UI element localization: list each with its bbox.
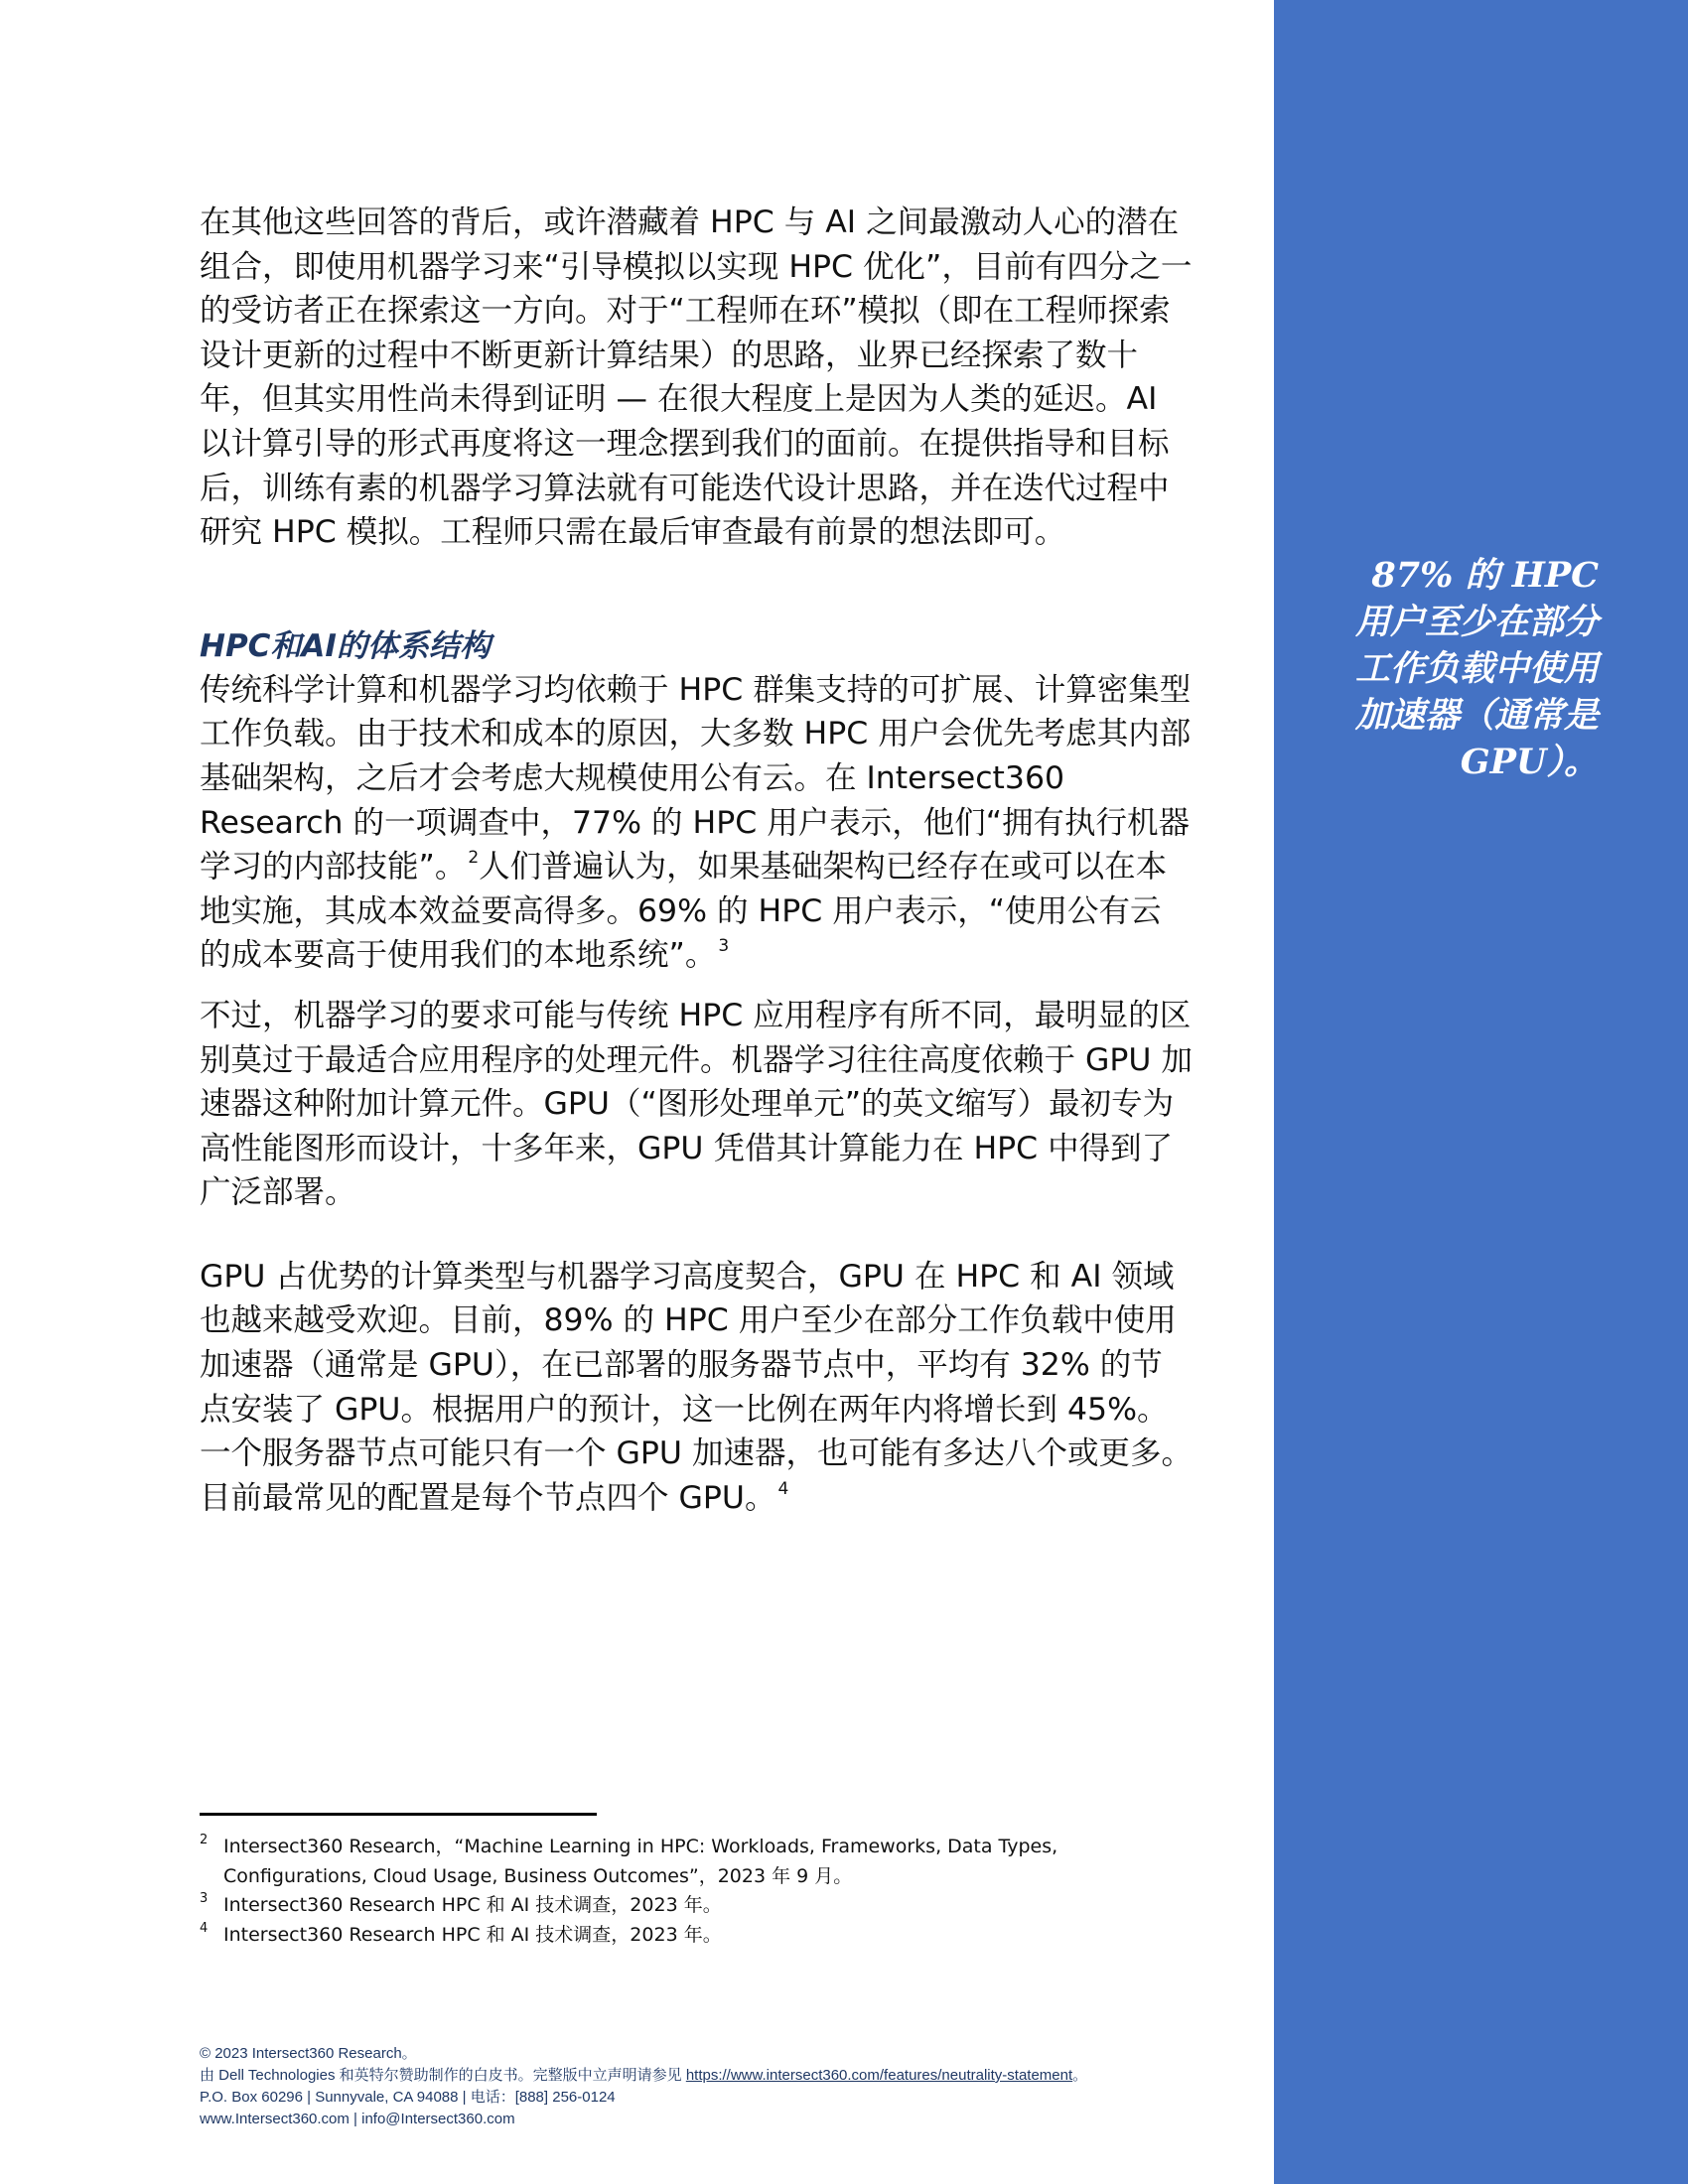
footnotes — [200, 1833, 1193, 1950]
footnote-number: 2 — [200, 1833, 209, 1847]
pull-quote-line: 工作负载中使用 — [1354, 648, 1599, 689]
footnote — [200, 1891, 1193, 1921]
footnote-number: 4 — [200, 1920, 209, 1936]
footer-copyright: © 2023 Intersect360 Research。 — [200, 2045, 417, 2062]
footnote — [200, 1833, 1193, 1891]
pull-quote — [1301, 552, 1599, 785]
pull-quote-line: 87% 的 HPC — [1371, 555, 1599, 596]
section-heading: HPC和AI的体系结构 — [200, 627, 491, 664]
pull-quote-line: 加速器（通常是 — [1354, 695, 1599, 736]
footer-sponsor — [200, 2065, 1252, 2087]
footer-contact: www.Intersect360.com | info@Intersect360.com — [200, 2111, 515, 2127]
paragraph-gpu-adoption — [200, 1255, 1193, 1521]
neutrality-statement-link[interactable]: https://www.intersect360.com/features/neutrality-statement — [685, 2067, 1073, 2084]
footnote-ref[interactable]: 4 — [777, 1478, 789, 1499]
footnote-ref[interactable]: 3 — [718, 936, 730, 957]
paragraph-text: GPU 占优势的计算类型与机器学习高度契合，GPU 在 HPC 和 AI 领域也越来越受欢迎。目前，89% 的 HPC 用户至少在部分工作负载中使用加速器（通常是 GPU），在已部署的服务器节点中，平均有 32% 的节点安装了 GPU。根据用户的预计，这一比例在两年内将增长到 45%。一个服务器节点可能只有一个 GPU 加速器，也可能有多达八个或更多。目前最常见的配置是每个节点四个 GPU。 — [200, 1258, 1193, 1516]
pull-quote-line: GPU）。 — [1460, 742, 1599, 782]
footnote — [200, 1921, 1193, 1951]
paragraph-text: 传统科学计算和机器学习均依赖于 HPC 群集支持的可扩展、计算密集型工作负载。由于技术和成本的原因，大多数 HPC 用户会优先考虑其内部基础架构，之后才会考虑大规模使用公有云。在 Intersect360 Research 的一项调查中，77% 的 HPC 用户表示，他们“拥有执行机器学习的内部技能”。 — [200, 671, 1192, 886]
footer-sponsor-suffix: 。 — [1072, 2067, 1088, 2084]
paragraph-infrastructure — [200, 668, 1193, 978]
footer-sponsor-text: 由 Dell Technologies 和英特尔赞助制作的白皮书。完整版中立声明请参见 — [200, 2067, 686, 2084]
body-text — [200, 201, 1193, 1520]
paragraph-simulation-guidance: 在其他这些回答的背后，或许潜藏着 HPC 与 AI 之间最激动人心的潜在组合，即使用机器学习来“引导模拟以实现 HPC 优化”，目前有四分之一的受访者正在探索这一方向。对于“工程师在环”模拟（即在工程师探索设计更新的过程中不断更新计算结果）的思路，业界已经探索了数十年，但其实用性尚未得到证明 — 在很大程度上是因为人类的延迟。AI 以计算引导的形式再度将这一理念摆到我们的面前。在提供指导和目标后，训练有素的机器学习算法就有可能迭代设计思路，并在迭代过程中研究 HPC 模拟。工程师只需在最后审查最有前景的想法即可。 — [200, 205, 1193, 551]
footer-address: P.O. Box 60296 | Sunnyvale, CA 94088 | 电话：[888] 256-0124 — [200, 2089, 616, 2106]
footnote-text: Intersect360 Research，“Machine Learning in HPC: Workloads, Frameworks, Data Types, Configurations, Cloud Usage, Business Outcomes”，2023 年 9 月。 — [223, 1836, 1058, 1887]
pull-quote-line: 用户至少在部分 — [1354, 602, 1599, 642]
footnote-text: Intersect360 Research HPC 和 AI 技术调查，2023 年。 — [223, 1923, 722, 1946]
footnote-number: 3 — [200, 1891, 209, 1906]
paragraph-gpu-intro: 不过，机器学习的要求可能与传统 HPC 应用程序有所不同，最明显的区别莫过于最适合应用程序的处理元件。机器学习往往高度依赖于 GPU 加速器这种附加计算元件。GPU（“图形处理单元”的英文缩写）最初专为高性能图形而设计，十多年来，GPU 凭借其计算能力在 HPC 中得到了广泛部署。 — [200, 997, 1193, 1211]
sidebar-panel — [1274, 0, 1688, 2184]
footnote-ref[interactable]: 2 — [468, 848, 480, 869]
paragraph-text: 人们普遍认为，如果基础架构已经存在或可以在本地实施，其成本效益要高得多。69% 的 HPC 用户表示，“使用公有云的成本要高于使用我们的本地系统”。 — [200, 849, 1168, 974]
footnote-text: Intersect360 Research HPC 和 AI 技术调查，2023 年。 — [223, 1894, 722, 1916]
page-footer — [200, 2043, 1252, 2130]
footnote-divider — [200, 1813, 597, 1816]
